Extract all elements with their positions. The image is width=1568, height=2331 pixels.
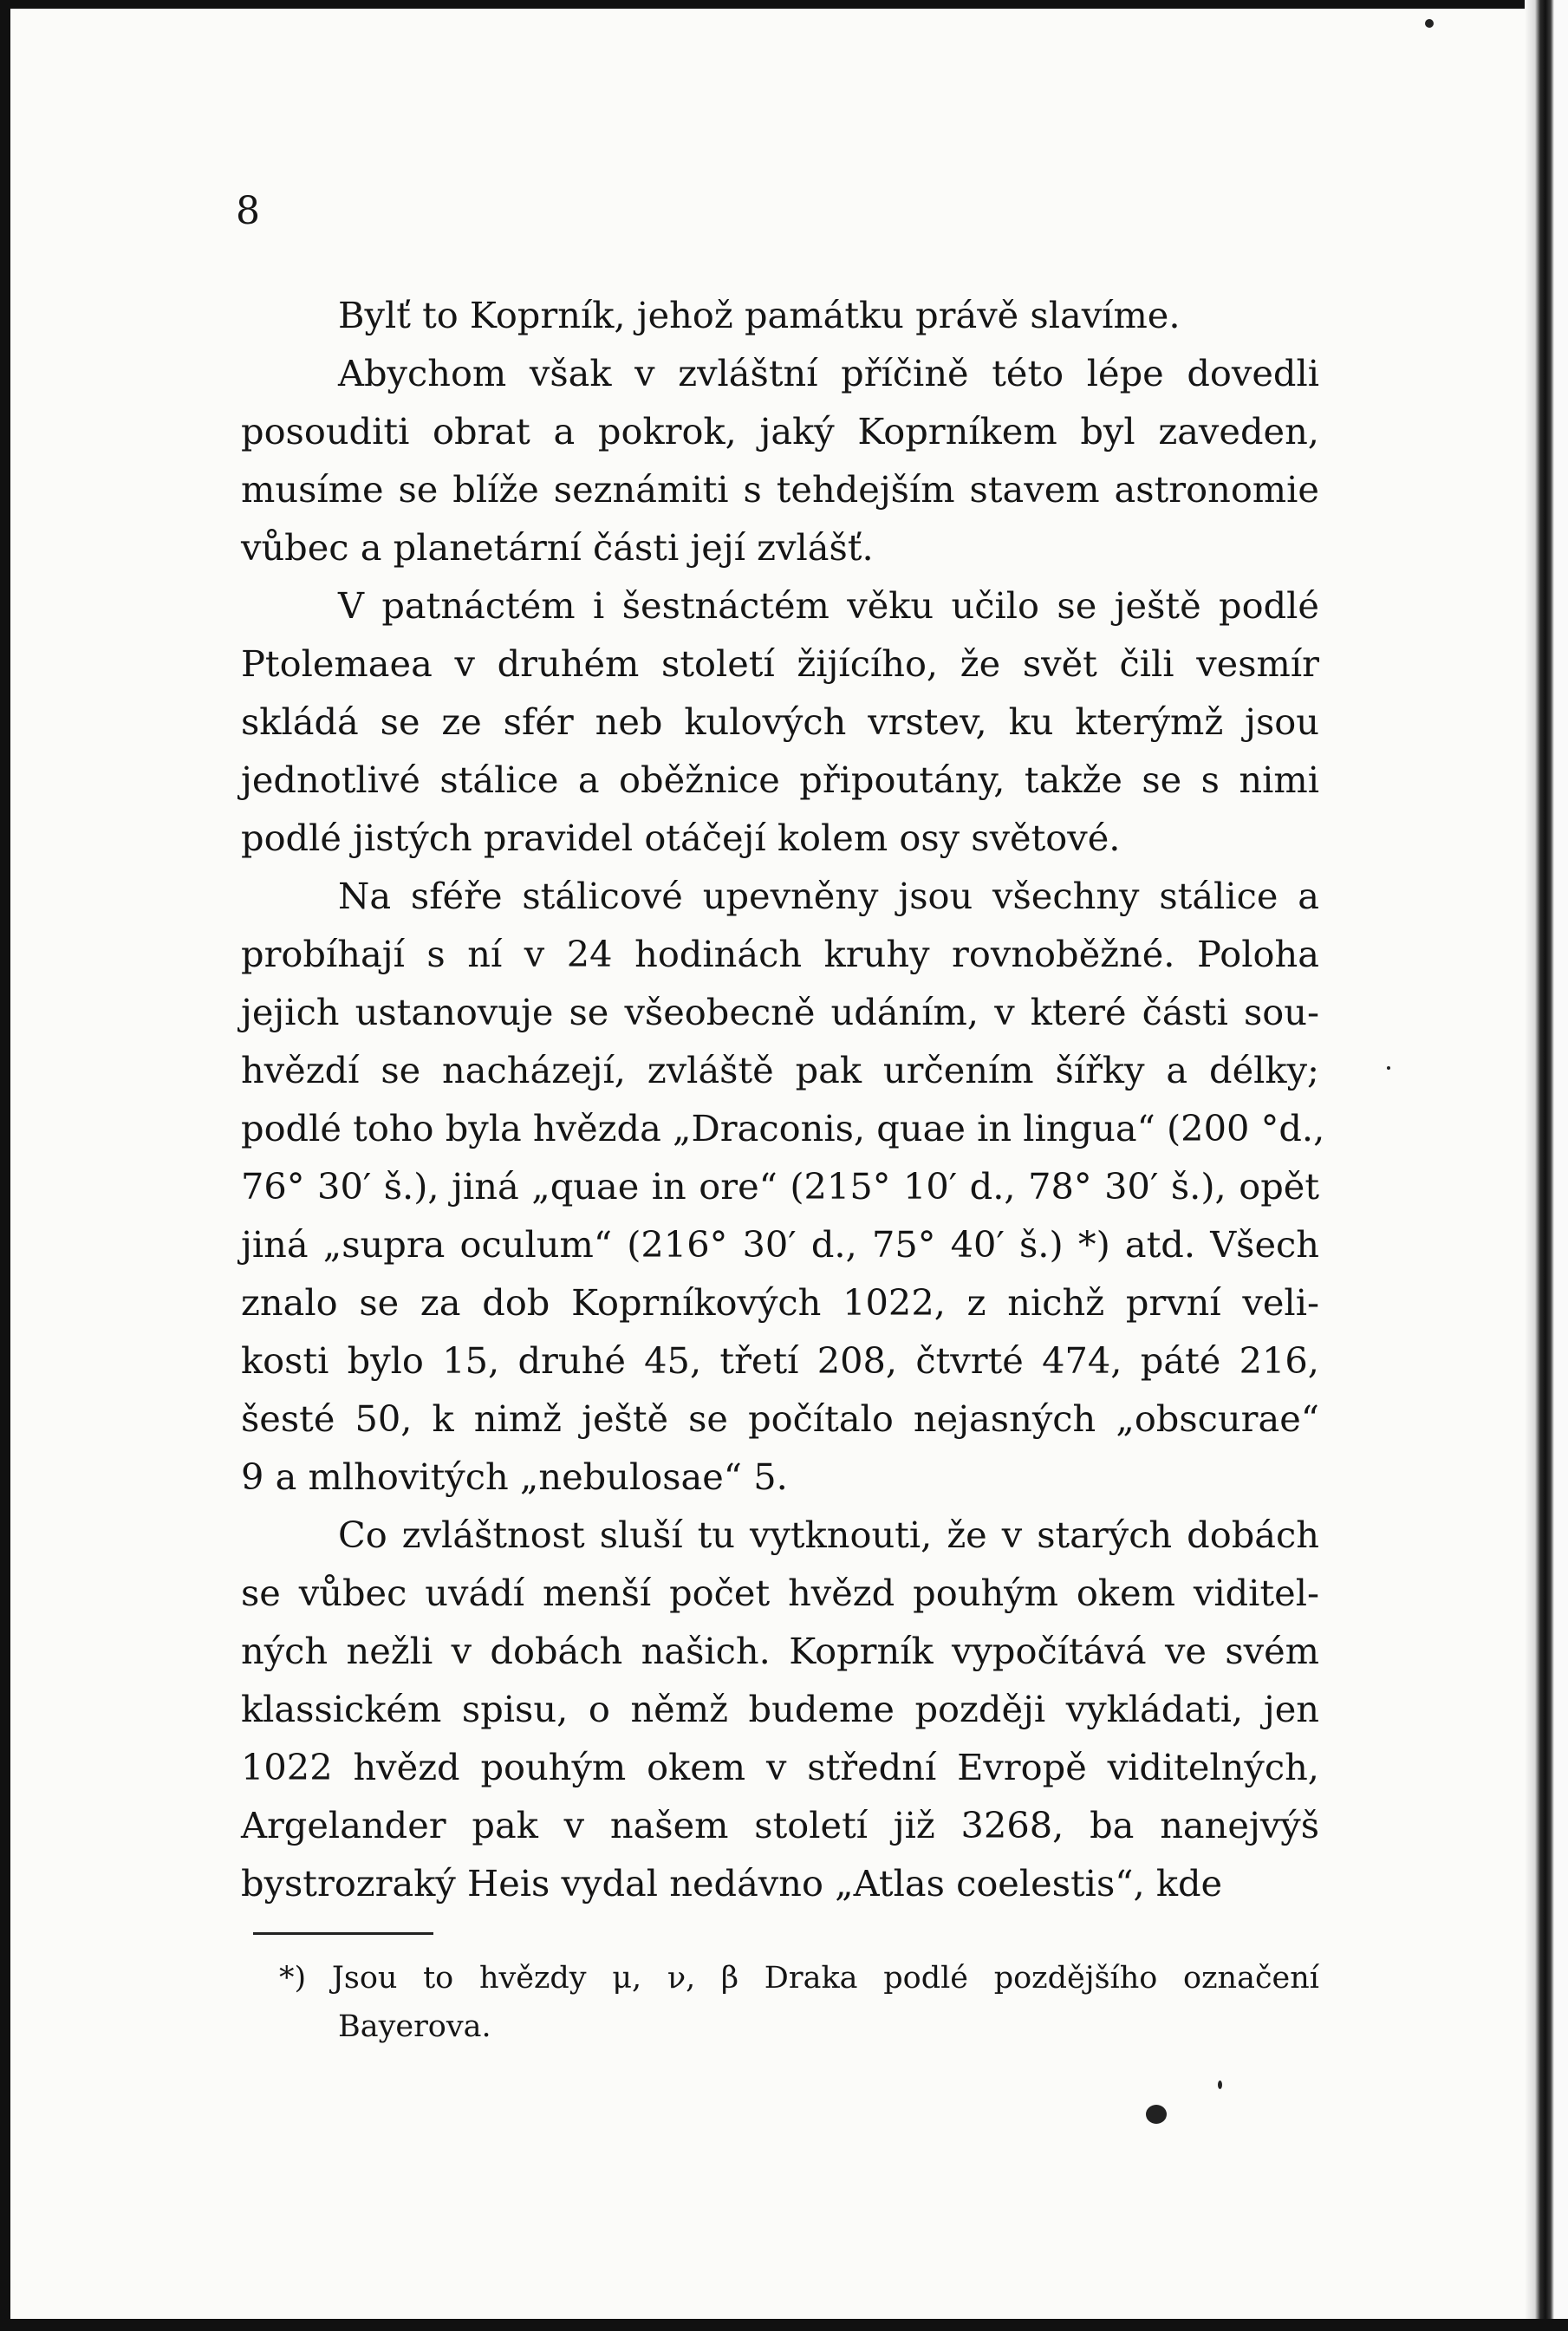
scan-speck (1425, 19, 1434, 28)
scan-speck (1387, 1066, 1390, 1070)
text-line: Co zvláštnost sluší tu vytknouti, že v starých dobách (338, 1514, 1319, 1556)
scan-edge-top (0, 0, 1568, 9)
text-line: Na sféře stálicové upevněny jsou všechny stálice a (338, 875, 1319, 917)
text-line: Bylť to Koprník, jehož památku právě slavíme. (338, 294, 1181, 336)
text-line: kosti bylo 15, druhé 45, třetí 208, čtvrté 474, páté 216, (241, 1339, 1319, 1382)
text-line: Abychom však v zvláštní příčině této lépe dovedli (338, 352, 1319, 394)
text-line: hvězdí se nacházejí, zvláště pak určením šířky a délky; (241, 1049, 1319, 1091)
footnote-line: Bayerova. (338, 2009, 491, 2044)
book-spine-edge (1525, 0, 1568, 2331)
text-line: podlé jistých pravidel otáčejí kolem osy světové. (241, 817, 1121, 859)
text-line: skládá se ze sfér neb kulových vrstev, ku kterýmž jsou (241, 700, 1319, 743)
scan-edge-bottom (0, 2319, 1568, 2331)
text-line: Argelander pak v našem století již 3268, ba nanejvýš (241, 1804, 1319, 1846)
text-line: šesté 50, k nimž ještě se počítalo nejasných „obscurae“ (241, 1397, 1319, 1440)
footnote-line: *) Jsou to hvězdy μ, ν, β Draka podlé pozdějšího označení (279, 1961, 1319, 1996)
text-line: ných nežli v dobách našich. Koprník vypočítává ve svém (241, 1630, 1319, 1672)
text-line: podlé toho byla hvězda „Draconis, quae in lingua“ (200 °d., (241, 1107, 1325, 1149)
text-line: vůbec a planetární části její zvlášť. (241, 526, 874, 569)
text-line: probíhají s ní v 24 hodinách kruhy rovnoběžné. Poloha (241, 933, 1319, 975)
text-line: klassickém spisu, o němž budeme později vykládati, jen (241, 1688, 1319, 1730)
text-line: jejich ustanovuje se všeobecně udáním, v které části sou- (241, 991, 1319, 1033)
text-line: 1022 hvězd pouhým okem v střední Evropě viditelných, (241, 1746, 1319, 1788)
text-line: jiná „supra oculum“ (216° 30′ d., 75° 40′ š.) *) atd. Všech (241, 1223, 1319, 1266)
scan-speck (1218, 2080, 1222, 2089)
body-text (241, 286, 1325, 1912)
paragraph (241, 867, 1325, 1506)
paragraph (241, 1506, 1319, 1912)
text-line: 9 a mlhovitých „nebulosae“ 5. (241, 1455, 788, 1498)
footnote-divider (253, 1932, 433, 1935)
paragraph (241, 344, 1319, 576)
text-line: bystrozraký Heis vydal nedávno „Atlas coelestis“, kde (241, 1862, 1223, 1905)
text-line: musíme se blíže seznámiti s tehdejším stavem astronomie (241, 468, 1319, 511)
text-line: 76° 30′ š.), jiná „quae in ore“ (215° 10′ d., 78° 30′ š.), opět (241, 1165, 1319, 1208)
scan-edge-left (0, 0, 10, 2331)
text-line: posouditi obrat a pokrok, jaký Koprníkem byl zaveden, (241, 410, 1319, 453)
footnote (279, 1954, 1319, 2051)
paragraph (241, 286, 1319, 344)
page-number: 8 (236, 189, 260, 233)
text-line: jednotlivé stálice a oběžnice připoutány, takže se s nimi (241, 759, 1319, 801)
text-line: se vůbec uvádí menší počet hvězd pouhým okem viditel- (241, 1572, 1319, 1614)
text-line: Ptolemaea v druhém století žijícího, že svět čili vesmír (241, 642, 1319, 685)
text-line: V patnáctém i šestnáctém věku učilo se ještě podlé (338, 584, 1319, 627)
scan-speck (1146, 2105, 1167, 2124)
text-line: znalo se za dob Koprníkových 1022, z nichž první veli- (241, 1281, 1319, 1324)
paragraph (241, 576, 1319, 867)
